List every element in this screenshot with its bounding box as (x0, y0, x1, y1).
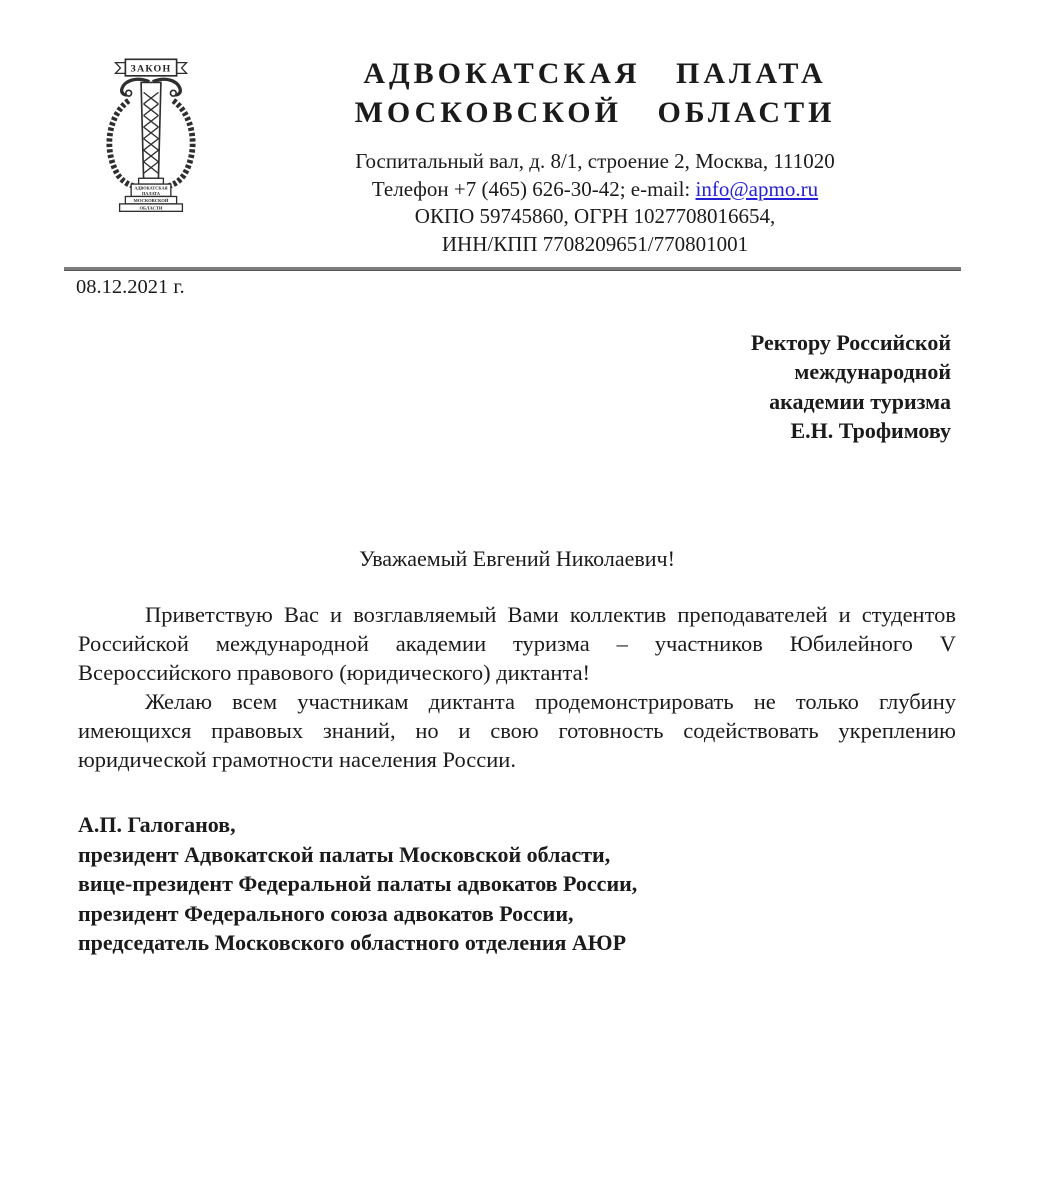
salutation: Уважаемый Евгений Николаевич! (359, 546, 675, 571)
date-line: 08.12.2021 г. (76, 276, 185, 298)
letter-body (78, 600, 956, 774)
body-paragraph-2: Желаю всем участникам диктанта продемонстрировать не только глубину имеющихся правовых знаний, но и свою готовность содействовать укреплению юридической грамотности населения России. (78, 689, 956, 772)
signature-title-1: президент Адвокатской палаты Московской области, (78, 841, 611, 867)
org-name-line1: АДВОКАТСКАЯ ПАЛАТА (363, 57, 827, 90)
recipient-line-4: Е.Н. Трофимову (790, 417, 951, 443)
letterhead-divider (64, 267, 961, 271)
recipient-line-2: международной (794, 359, 951, 385)
signature-title-4: председатель Московского областного отделения АЮР (78, 930, 627, 955)
org-phone-text: Телефон +7 (465) 626-30-42; e-mail: (371, 176, 696, 201)
recipient-line-1: Ректору Российской (750, 330, 951, 355)
logo-pedestal-line3: МОСКОВСКОЙ (133, 198, 169, 204)
signature-name: А.П. Галоганов, (78, 812, 236, 837)
bar-association-emblem-icon (96, 56, 206, 213)
logo-banner-text: ЗАКОН (130, 63, 172, 75)
body-paragraph-1: Приветствую Вас и возглавляемый Вами коллектив преподавателей и студентов Российской международной академии туризма – участников Юбилейного V Всероссийского правового (юридического) диктанта! (78, 602, 956, 685)
email-link[interactable]: info@apmo.ru (695, 176, 819, 201)
signature-block (78, 810, 637, 958)
signature-title-2: вице-президент Федеральной палаты адвокатов России, (78, 871, 638, 896)
logo-pedestal-line2: ПАЛАТА (141, 190, 161, 196)
recipient-block (751, 328, 951, 445)
signature-title-3: президент Федерального союза адвокатов России, (78, 900, 574, 926)
org-emblem-logo (96, 56, 206, 213)
org-name-line2: МОСКОВСКОЙ ОБЛАСТИ (354, 96, 836, 129)
logo-pedestal-line4: ОБЛАСТИ (139, 205, 163, 211)
recipient-line-3: академии туризма (769, 388, 951, 414)
org-inn-kpp-line: ИНН/КПП 7708209651/770801001 (441, 231, 749, 256)
org-header-block (270, 54, 920, 258)
org-phone-email-line (270, 176, 920, 204)
org-okpo-ogrn-line: ОКПО 59745860, ОГРН 1027708016654, (414, 204, 776, 228)
logo-pedestal-line1: АДВОКАТСКАЯ (134, 185, 168, 191)
org-address-line: Госпитальный вал, д. 8/1, строение 2, Москва, 111020 (355, 149, 835, 173)
org-contacts (270, 148, 920, 258)
